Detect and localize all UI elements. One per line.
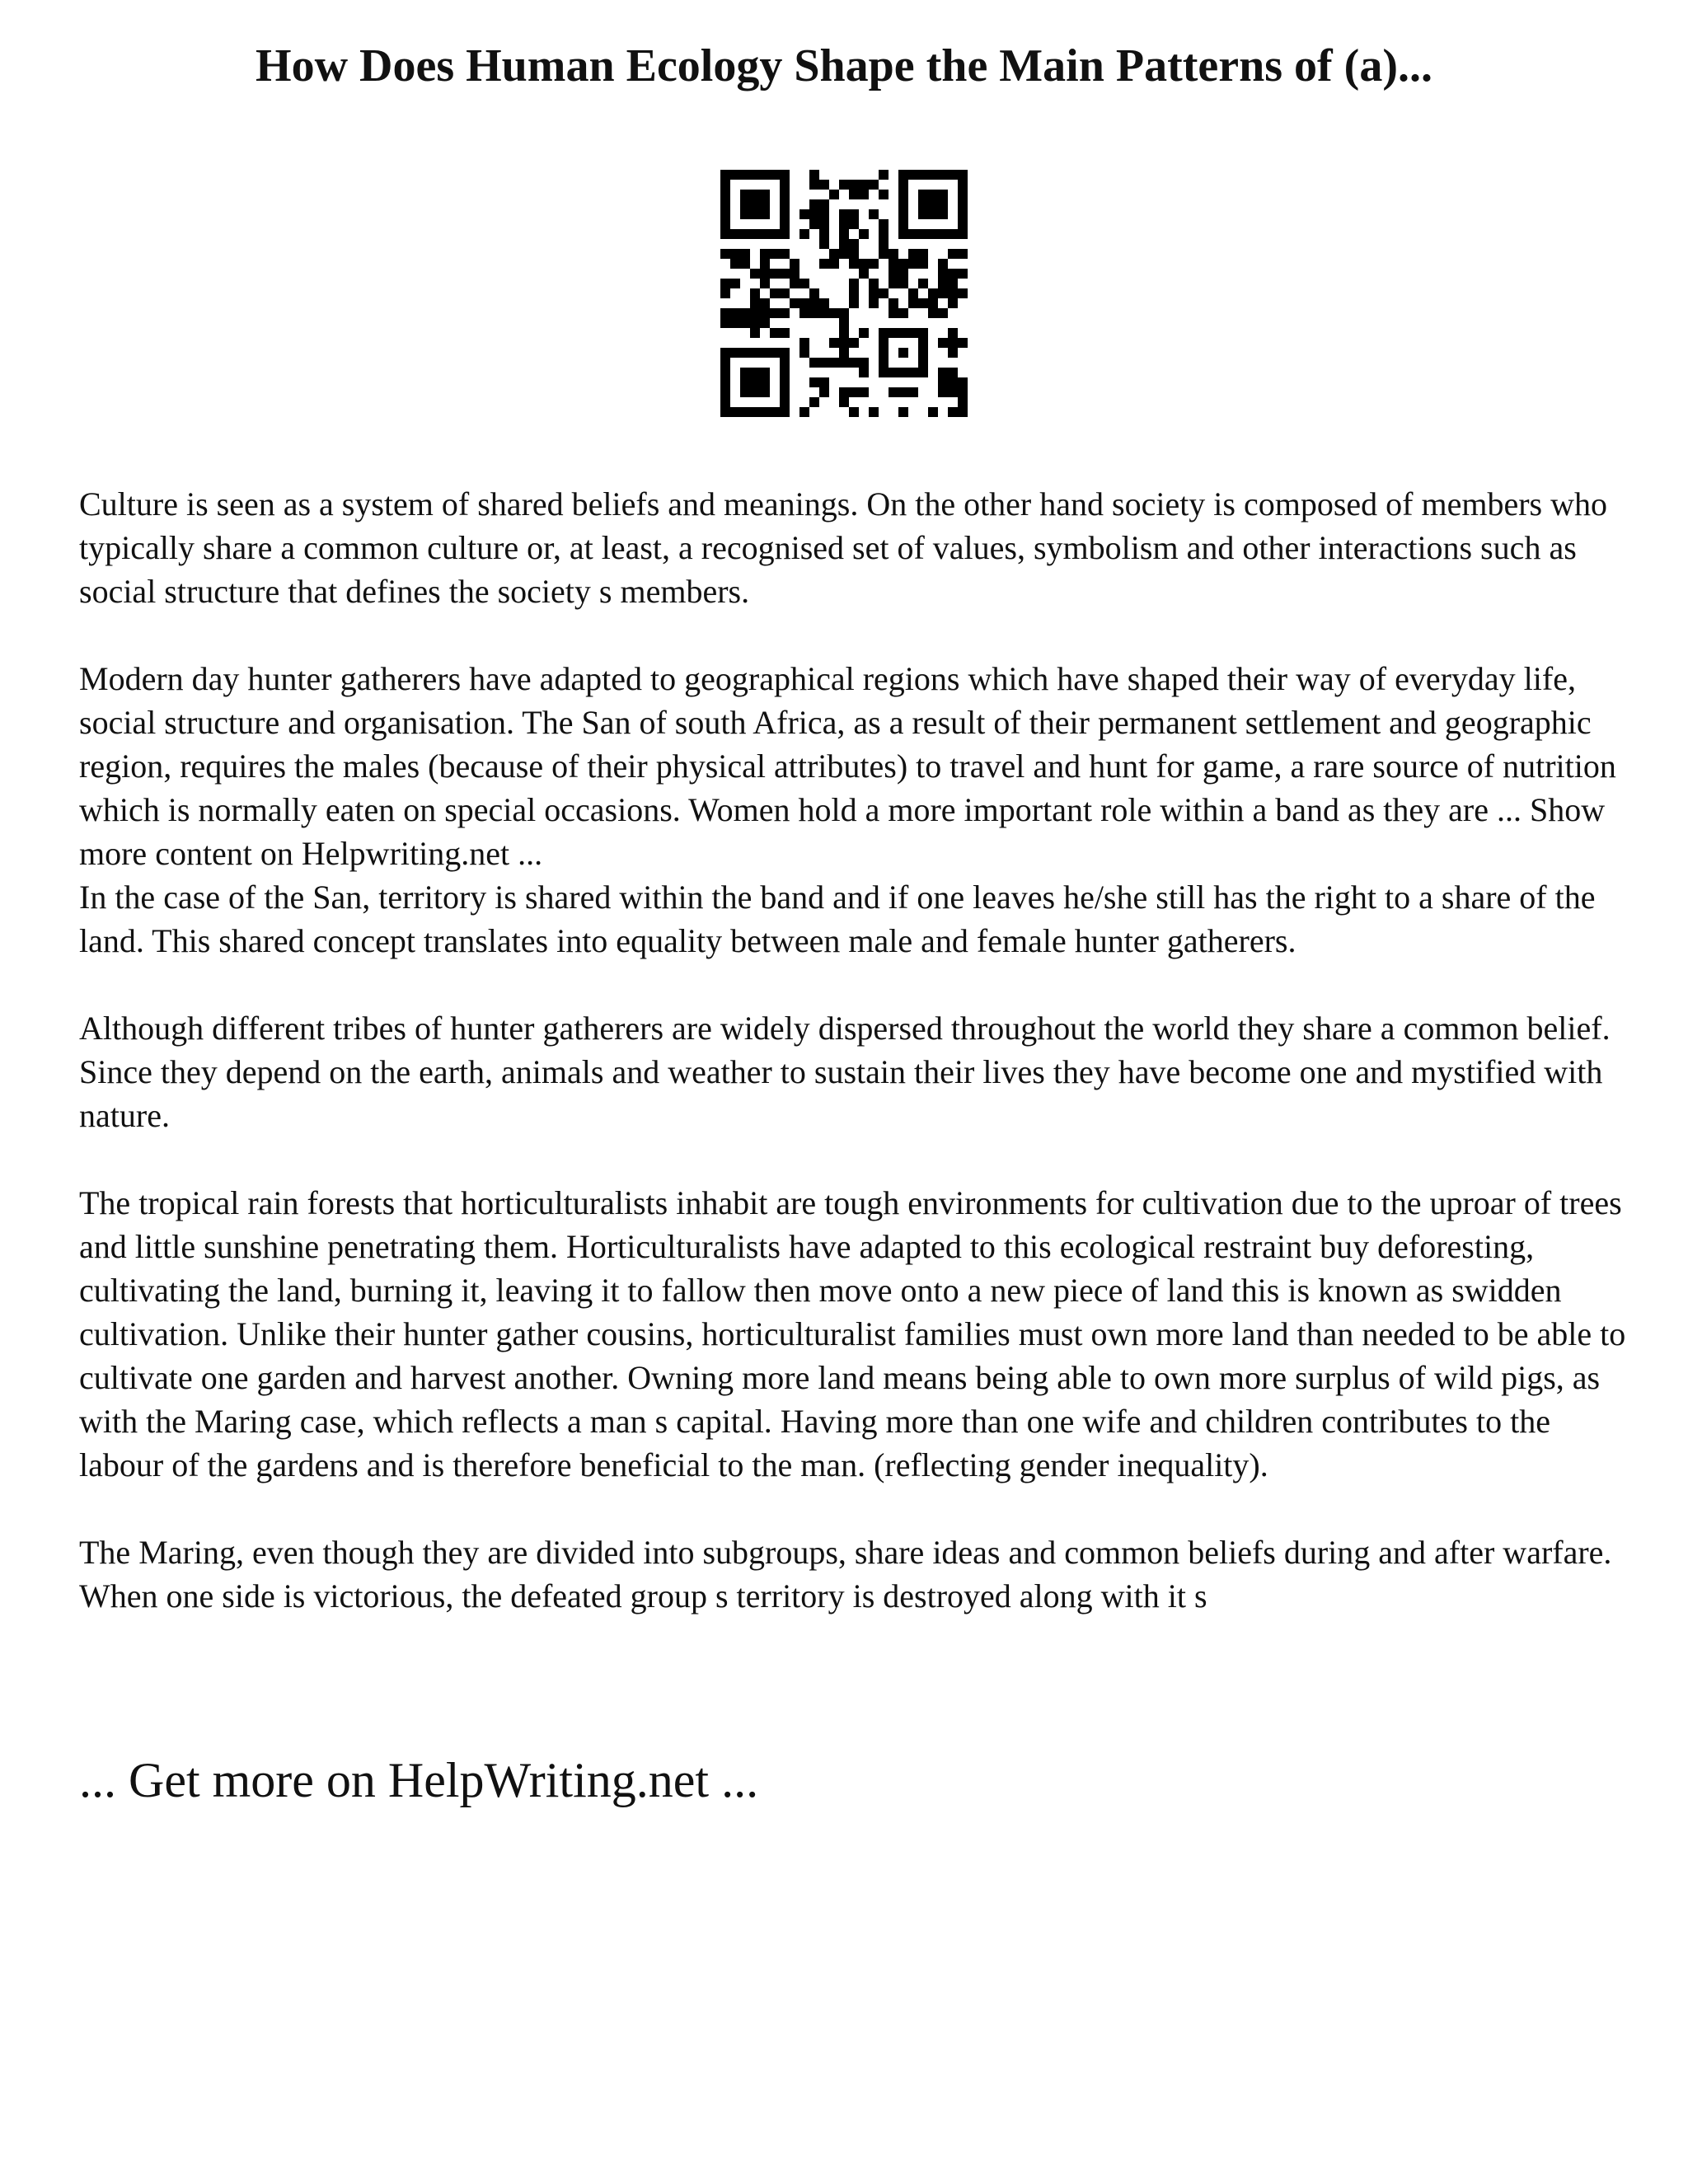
- paragraph-san-territory: In the case of the San, territory is shared within the band and if one leaves he/she still has the right to a share of the land. This shared concept translates into equality between male and female hunter gatherers.: [79, 879, 1596, 959]
- paragraph-culture: Culture is seen as a system of shared beliefs and meanings. On the other hand society is composed of members who typically share a common culture or, at least, a recognised set of values, symbolism and other interactions such as social structure that defines the society s members.: [79, 485, 1608, 610]
- document-title: How Does Human Ecology Shape the Main Patterns of (a)...: [256, 40, 1432, 91]
- paragraph-common-belief: Although different tribes of hunter gatherers are widely dispersed throughout the world they share a common belief. Since they depend on the earth, animals and weather to sustain their lives they have become one and mystified with nature.: [79, 1010, 1611, 1134]
- article-body: [79, 482, 1629, 1661]
- qr-code-image: [720, 170, 968, 417]
- paragraph-hunter-gatherers: Modern day hunter gatherers have adapted to geographical regions which have shaped their way of everyday life, social structure and organisation. The San of south Africa, as a result of their permanent settlement and geographic region, requires the males (because of their physical attributes) to travel and hunt for game, a rare source of nutrition which is normally eaten on special occasions. Women hold a more important role within a band as they are ... Show more content on Helpwriting.net ...: [79, 660, 1616, 872]
- get-more-link[interactable]: ... Get more on HelpWriting.net ...: [79, 1753, 759, 1807]
- paragraph-maring: The Maring, even though they are divided into subgroups, share ideas and common beliefs during and after warfare. When one side is victorious, the defeated group s territory is destroyed along with it s: [79, 1534, 1612, 1615]
- paragraph-horticulturalists: The tropical rain forests that horticulturalists inhabit are tough environments for cultivation due to the uproar of trees and little sunshine penetrating them. Horticulturalists have adapted to this ecological restraint buy deforesting, cultivating the land, burning it, leaving it to fallow then move onto a new piece of land this is known as swidden cultivation. Unlike their hunter gather cousins, horticulturalist families must own more land than needed to be able to cultivate one garden and harvest another. Owning more land means being able to own more surplus of wild pigs, as with the Maring case, which reflects a man s capital. Having more than one wife and children contributes to the labour of the gardens and is therefore beneficial to the man. (reflecting gender inequality).: [79, 1184, 1626, 1483]
